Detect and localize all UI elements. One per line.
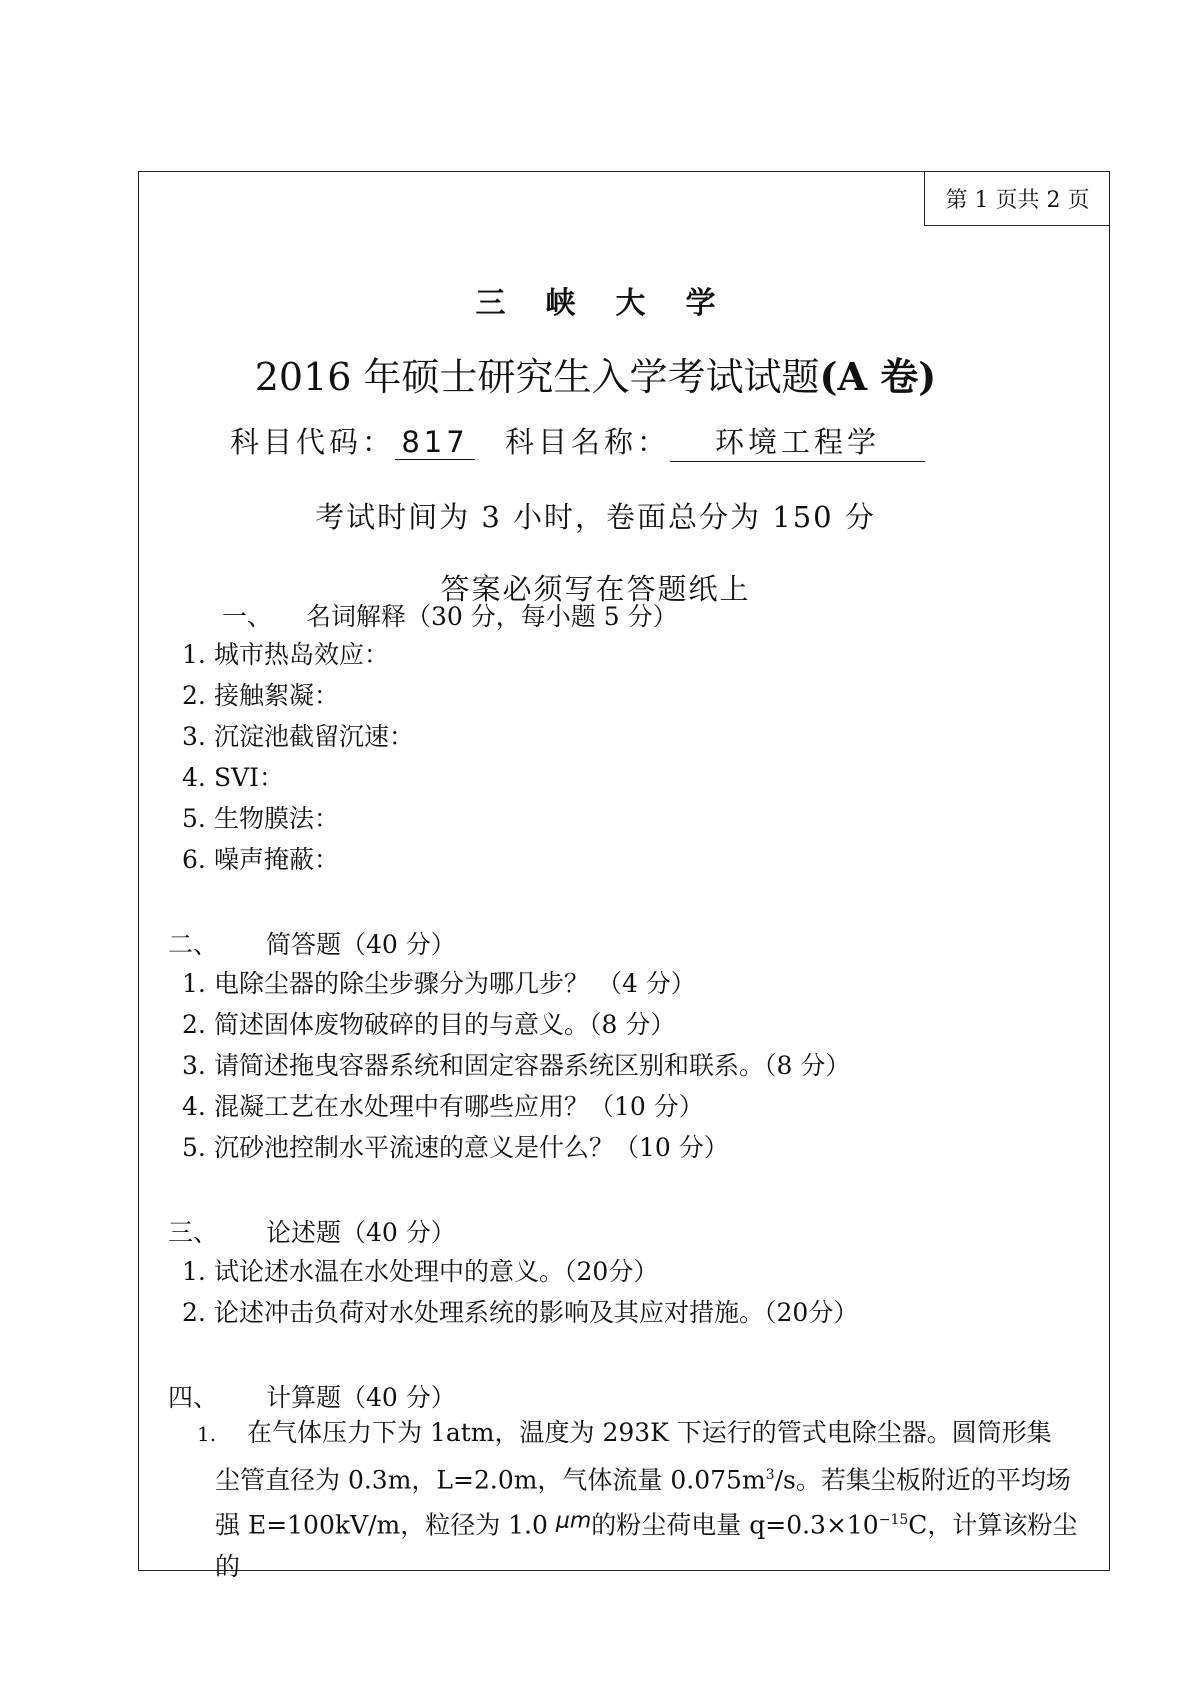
section-1-heading	[222, 597, 678, 633]
subject-code: 817	[395, 425, 475, 460]
calc-text: 尘管直径为 0.3m，L=2.0m，气体流量 0.075m	[215, 1465, 766, 1495]
item-text: 请简述拖曳容器系统和固定容器系统区别和联系。（8 分）	[214, 1051, 851, 1080]
item-number: 1.	[182, 1257, 206, 1286]
list-item	[182, 964, 696, 1000]
item-number: 3.	[182, 722, 206, 751]
calc-text: 的粉尘荷电量 q=0.3×10	[591, 1510, 879, 1540]
section-2-heading	[168, 925, 456, 961]
item-number: 2.	[182, 681, 206, 710]
subject-code-label: 科目代码：	[230, 425, 396, 459]
item-number: 1.	[182, 969, 206, 998]
list-item	[182, 758, 284, 794]
exam-title-text: 2016 年硕士研究生入学考试试题	[254, 355, 820, 399]
calc-text: 强 E=100kV/m，粒径为 1.0	[215, 1510, 556, 1540]
list-item	[182, 840, 339, 876]
exponent: −15	[878, 1512, 909, 1529]
calc-text: /s。若集尘板附近的平均场	[774, 1465, 1071, 1495]
section-number: 四、	[168, 1383, 219, 1412]
item-number: 5.	[182, 1133, 206, 1162]
list-item	[182, 1046, 850, 1082]
item-text: 论述冲击负荷对水处理系统的影响及其应对措施。（20分）	[214, 1298, 859, 1327]
item-text: 沉淀池截留沉速：	[214, 722, 415, 751]
subject-name-label: 科目名称：	[505, 425, 671, 459]
subject-name: 环境工程学	[670, 420, 925, 462]
list-item	[182, 676, 339, 712]
section-title: 计算题（40 分）	[266, 1383, 456, 1412]
calc-line-2	[215, 1455, 1095, 1500]
exam-title	[0, 346, 1191, 401]
section-number: 二、	[168, 930, 219, 959]
subject-line	[230, 420, 925, 462]
item-number: 1.	[182, 640, 206, 669]
list-item	[182, 1128, 729, 1164]
section-number: 一、	[222, 602, 273, 631]
item-text: SVI：	[214, 763, 285, 792]
calc-line-3	[215, 1500, 1095, 1586]
list-item	[182, 1293, 858, 1329]
item-number: 5.	[182, 804, 206, 833]
item-number: 2.	[182, 1010, 206, 1039]
item-text: 电除尘器的除尘步骤分为哪几步？ （4 分）	[214, 969, 696, 998]
item-text: 接触絮凝：	[214, 681, 340, 710]
unit-symbol: μm	[555, 1508, 592, 1534]
item-text: 沉砂池控制水平流速的意义是什么？（10 分）	[214, 1133, 729, 1162]
exam-paper-label: (A 卷)	[819, 354, 937, 399]
calc-question-1	[197, 1412, 1095, 1587]
section-title: 论述题（40 分）	[266, 1218, 456, 1247]
calc-line-1	[197, 1412, 1095, 1455]
item-number: 6.	[182, 845, 206, 874]
list-item	[182, 1005, 675, 1041]
list-item	[182, 1252, 658, 1288]
section-3-heading	[168, 1213, 456, 1249]
section-4-heading	[168, 1378, 456, 1414]
item-text: 试论述水温在水处理中的意义。（20分）	[214, 1257, 659, 1286]
calc-text: 在气体压力下为 1atm，温度为 293K 下运行的管式电除尘器。圆筒形集	[247, 1418, 1052, 1447]
list-item	[182, 1087, 704, 1123]
item-number: 4.	[182, 763, 206, 792]
item-number: 2.	[182, 1298, 206, 1327]
item-text: 城市热岛效应：	[214, 640, 390, 669]
item-number: 1.	[197, 1422, 217, 1446]
section-title: 简答题（40 分）	[266, 930, 456, 959]
list-item	[182, 799, 339, 835]
item-text: 噪声掩蔽：	[214, 845, 340, 874]
list-item	[182, 635, 389, 671]
item-text: 生物膜法：	[214, 804, 340, 833]
exam-info: 考试时间为 3 小时，卷面总分为 150 分	[315, 500, 876, 534]
item-text: 简述固体废物破碎的目的与意义。（8 分）	[214, 1010, 676, 1039]
answer-notice: 答案必须写在答题纸上	[440, 572, 751, 606]
calc-text: C，计算该粉尘的	[215, 1510, 1078, 1581]
section-title: 名词解释（30 分，每小题 5 分）	[306, 602, 678, 631]
item-number: 3.	[182, 1051, 206, 1080]
section-number: 三、	[168, 1218, 219, 1247]
item-number: 4.	[182, 1092, 206, 1121]
item-text: 混凝工艺在水处理中有哪些应用？（10 分）	[214, 1092, 704, 1121]
university-name: 三峡大学	[475, 286, 756, 321]
list-item	[182, 717, 414, 753]
superscript: 3	[765, 1467, 775, 1483]
page-indicator: 第 1 页共 2 页	[924, 171, 1110, 226]
